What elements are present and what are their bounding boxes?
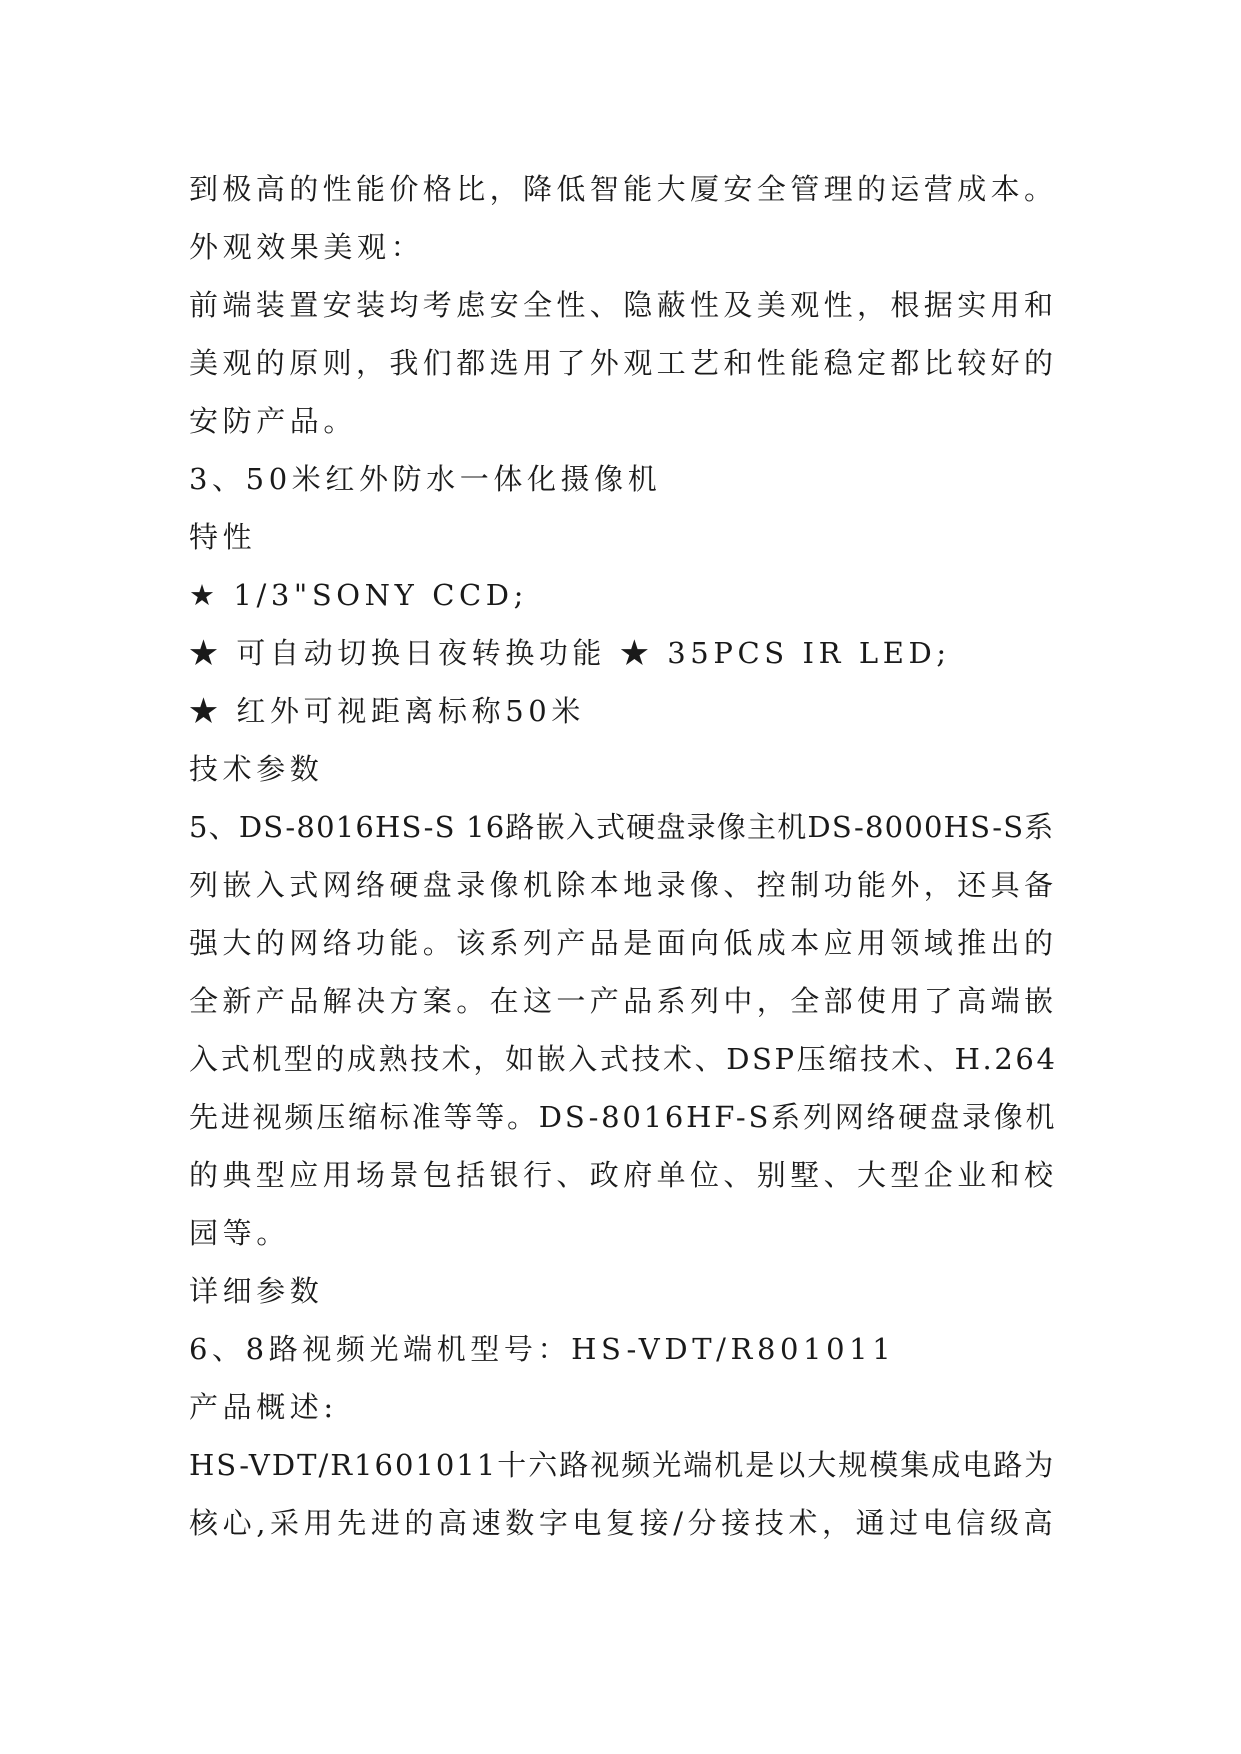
text-line: 的典型应用场景包括银行、政府单位、别墅、大型企业和校 (189, 1158, 1058, 1192)
section-heading: 产品概述: (189, 1390, 338, 1424)
text-line: 入式机型的成熟技术，如嵌入式技术、DSP压缩技术、H.264 (189, 1042, 1058, 1076)
text-line: 强大的网络功能。该系列产品是面向低成本应用领域推出的 (189, 926, 1058, 960)
feature-item: ★ 1/3"SONY CCD; (189, 578, 529, 612)
section-heading: 外观效果美观： (189, 230, 425, 264)
text-line: HS-VDT/R1601011十六路视频光端机是以大规模集成电路为 (189, 1448, 1056, 1482)
section-heading: 技术参数 (189, 752, 324, 786)
text-line: 美观的原则，我们都选用了外观工艺和性能稳定都比较好的 (189, 346, 1058, 380)
section-heading: 6、8路视频光端机型号：HS-VDT/R801011 (189, 1332, 896, 1366)
text-line: 先进视频压缩标准等等。DS-8016HF-S系列网络硬盘录像机 (189, 1100, 1058, 1134)
feature-item: ★ 可自动切换日夜转换功能 ★ 35PCS IR LED; (189, 636, 951, 670)
document-body (189, 160, 1059, 1552)
feature-item: ★ 红外可视距离标称50米 (189, 694, 585, 728)
text-line: 全新产品解决方案。在这一产品系列中，全部使用了高端嵌 (189, 984, 1058, 1018)
text-line: 到极高的性能价格比，降低智能大厦安全管理的运营成本。 (189, 172, 1058, 206)
section-heading: 3、50米红外防水一体化摄像机 (189, 462, 662, 496)
section-heading: 特性 (189, 520, 257, 554)
section-heading: 详细参数 (189, 1274, 324, 1308)
text-line: 核心,采用先进的高速数字电复接/分接技术，通过电信级高 (189, 1506, 1058, 1540)
text-line: 列嵌入式网络硬盘录像机除本地录像、控制功能外，还具备 (189, 868, 1058, 902)
text-line: 安防产品。 (189, 404, 358, 438)
text-line: 前端装置安装均考虑安全性、隐蔽性及美观性，根据实用和 (189, 288, 1058, 322)
section-heading: 5、DS-8016HS-S 16路嵌入式硬盘录像主机DS-8000HS-S系 (189, 810, 1055, 844)
text-line: 园等。 (189, 1216, 290, 1250)
